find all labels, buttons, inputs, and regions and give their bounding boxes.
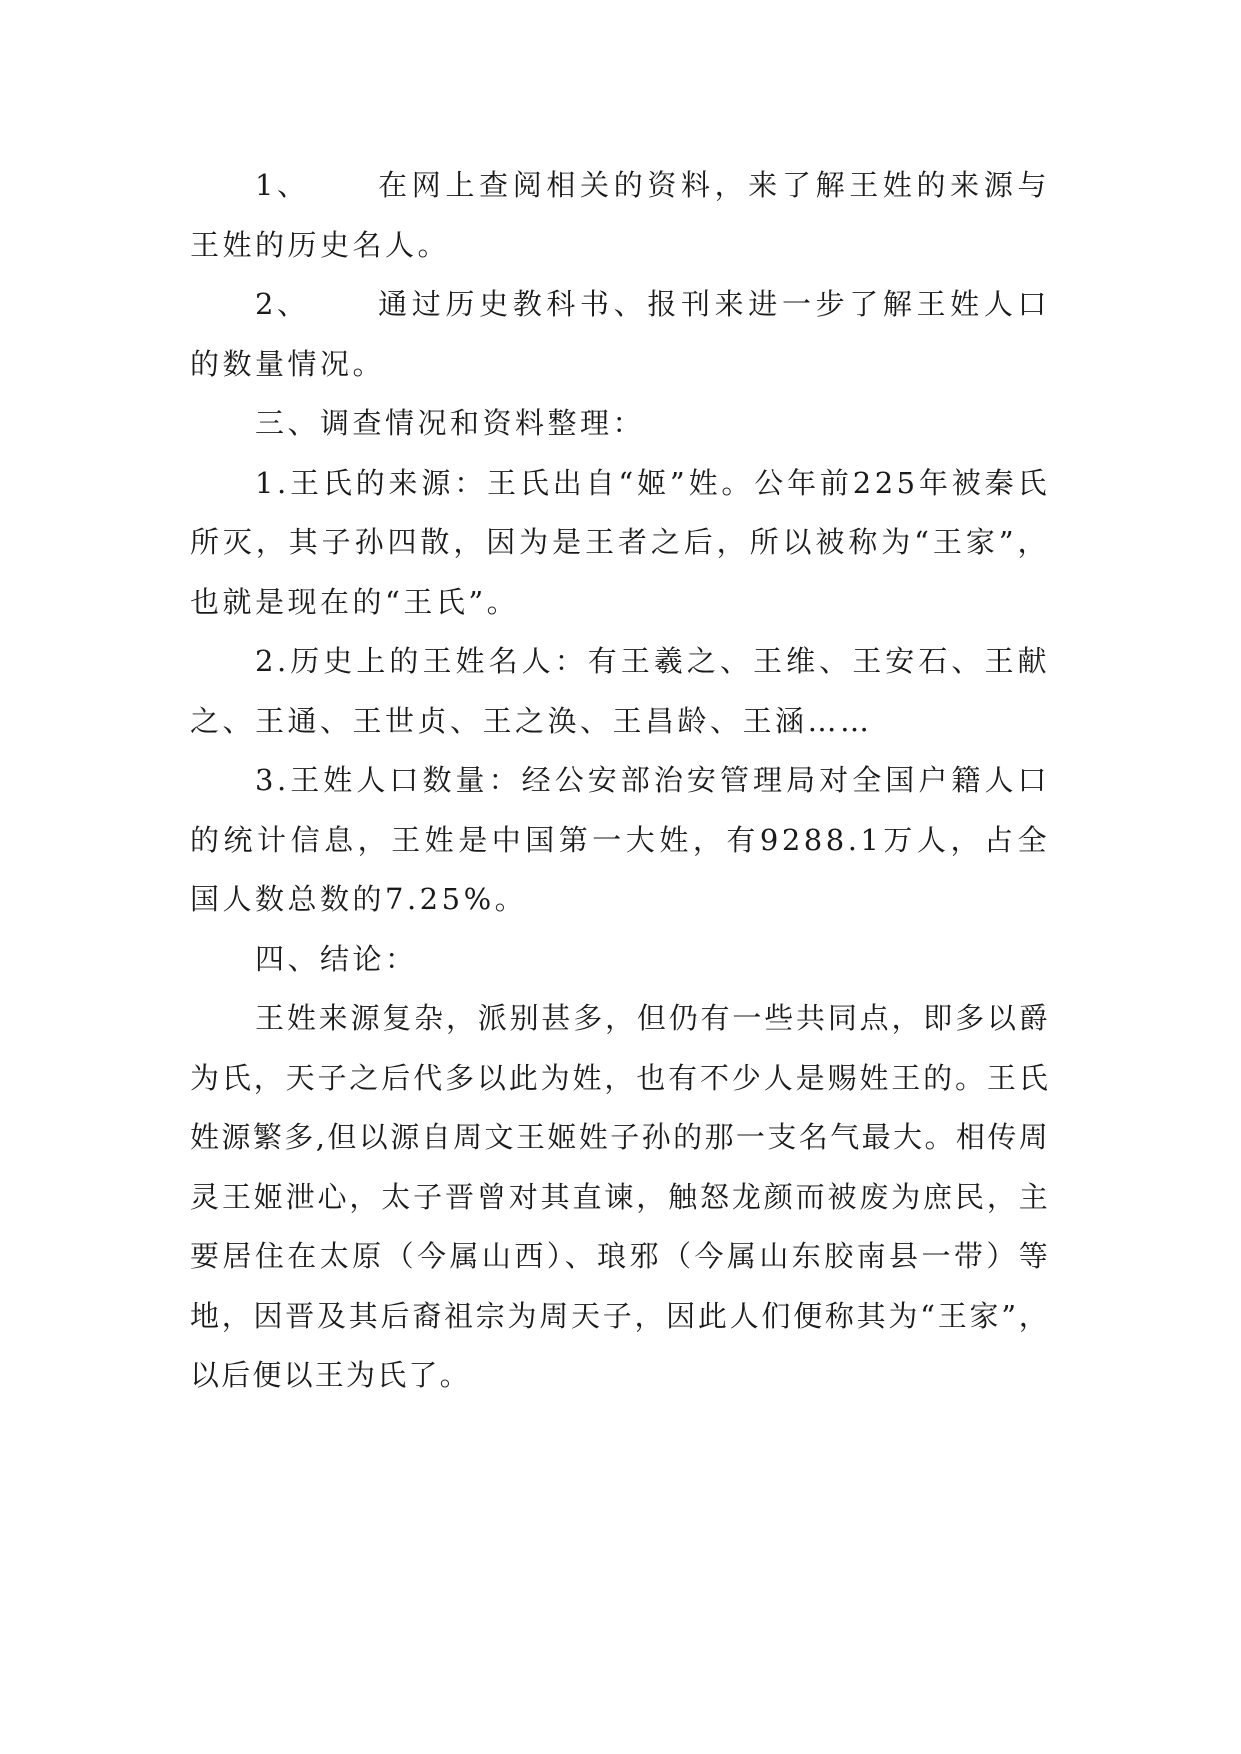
method-number: 1、: [255, 168, 310, 202]
survey-item-origin: 1.王氏的来源：王氏出自“姬”姓。公年前225年被秦氏所灭，其子孙四散，因为是王者之后，所以被称为“王家”，也就是现在的“王氏”。: [190, 465, 1050, 619]
section-heading-survey: 三、调查情况和资料整理：: [255, 406, 646, 440]
method-item-1: [190, 156, 1050, 275]
method-text: 通过历史教科书、报刊来进一步了解王姓人口的数量情况。: [190, 287, 1050, 381]
document-body: [190, 156, 1050, 1406]
method-number: 2、: [255, 287, 310, 321]
method-text: 在网上查阅相关的资料，来了解王姓的来源与王姓的历史名人。: [190, 168, 1050, 262]
conclusion-paragraph: 王姓来源复杂，派别甚多，但仍有一些共同点，即多以爵为氏，天子之后代多以此为姓，也有不少人是赐姓王的。王氏姓源繁多,但以源自周文王姬姓子孙的那一支名气最大。相传周灵王姬泄心，太子晋曾对其直谏，触怒龙颜而被废为庶民，主要居住在太原（今属山西）、琅邪（今属山东胶南县一带）等地，因晋及其后裔祖宗为周天子，因此人们便称其为“王家”，以后便以王为氏了。: [190, 1001, 1050, 1392]
survey-item-celebrities: 2.历史上的王姓名人：有王羲之、王维、王安石、王献之、王通、王世贞、王之涣、王昌龄、王涵……: [190, 644, 1050, 738]
section-heading-conclusion: 四、结论：: [255, 941, 418, 976]
survey-item-population: 3.王姓人口数量：经公安部治安管理局对全国户籍人口的统计信息，王姓是中国第一大姓，有9288.1万人，占全国人数总数的7.25%。: [190, 763, 1050, 916]
method-item-2: [190, 275, 1050, 394]
